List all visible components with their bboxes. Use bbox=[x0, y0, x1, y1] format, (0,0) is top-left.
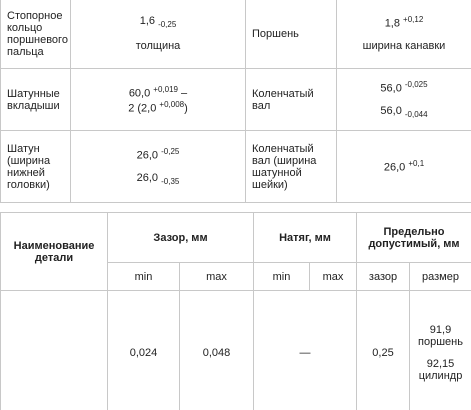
subheader-gap-max: max bbox=[180, 263, 254, 291]
header-interference: Натяг, мм bbox=[254, 213, 357, 263]
tolerance-lower: -0,044 bbox=[404, 109, 428, 119]
part-name-cell: Шатунные вкладыши bbox=[1, 69, 71, 131]
subheader-limit-gap: зазор bbox=[357, 263, 410, 291]
dimension-caption: толщина bbox=[135, 39, 181, 52]
piston-size-value: 91,9 bbox=[429, 324, 452, 336]
dimension-cell bbox=[337, 0, 471, 69]
subheader-gap-min: min bbox=[108, 263, 180, 291]
tolerance-upper: +0,12 bbox=[403, 15, 424, 25]
dimension-value: 60,0 bbox=[128, 87, 151, 100]
mating-part-cell: Коленчатый вал (ширина шатунной шейки) bbox=[246, 131, 337, 203]
interference-value: — bbox=[299, 347, 311, 359]
subheader-int-max: max bbox=[310, 263, 357, 291]
dimension-cell bbox=[337, 131, 471, 203]
dimension-value: 56,0 bbox=[380, 104, 402, 117]
dimension-cell bbox=[337, 69, 471, 131]
table-row bbox=[1, 69, 471, 131]
mating-part-cell: Поршень bbox=[246, 0, 337, 69]
tolerance-upper: -0,25 bbox=[161, 147, 180, 157]
tolerance-upper: +0,019 bbox=[153, 84, 178, 94]
cylinder-size-value: 92,15 bbox=[426, 358, 455, 370]
dimension-tail: – bbox=[178, 87, 188, 100]
header-gap: Зазор, мм bbox=[108, 213, 254, 263]
table-row bbox=[1, 131, 471, 203]
dimension-cell bbox=[71, 131, 246, 203]
tolerance-lower: -0,25 bbox=[158, 20, 177, 30]
gap-min-value: 0,024 bbox=[129, 347, 158, 359]
dimension-cell bbox=[71, 0, 246, 69]
tolerance-upper: +0,1 bbox=[408, 159, 425, 169]
dimension-value: 56,0 bbox=[380, 82, 402, 95]
dimension-value: 26,0 bbox=[136, 171, 159, 184]
part-name-cell: Стопорное кольцо поршневого пальца bbox=[1, 0, 71, 69]
dimension-value: 1,6 bbox=[139, 15, 155, 28]
table-row bbox=[1, 291, 471, 410]
dimensions-table bbox=[0, 0, 471, 203]
part-name-cell bbox=[1, 291, 108, 410]
dimension-value: 1,8 bbox=[384, 17, 400, 30]
tolerance-lower: -0,35 bbox=[161, 176, 180, 186]
gap-min-cell bbox=[108, 291, 180, 410]
tolerance-upper: -0,025 bbox=[404, 80, 428, 90]
tolerance-upper: +0,008 bbox=[159, 99, 185, 109]
part-name-cell: Шатун (ширина нижней головки) bbox=[1, 131, 71, 203]
header-row bbox=[1, 213, 471, 263]
clearance-table bbox=[0, 212, 471, 410]
gap-max-value: 0,048 bbox=[202, 347, 231, 359]
header-name: Наименование детали bbox=[1, 213, 108, 291]
dimension-cell bbox=[71, 69, 246, 131]
subheader-int-min: min bbox=[254, 263, 310, 291]
limit-size-cell bbox=[410, 291, 471, 410]
interference-cell bbox=[254, 291, 357, 410]
piston-size-label: поршень bbox=[418, 336, 463, 348]
gap-max-cell bbox=[180, 291, 254, 410]
limit-gap-cell bbox=[357, 291, 410, 410]
dimension-caption: ширина канавки bbox=[362, 39, 446, 52]
dimension-tail: ) bbox=[184, 102, 188, 115]
dimension-value: 26,0 bbox=[383, 161, 406, 174]
limit-gap-value: 0,25 bbox=[372, 347, 394, 359]
cylinder-size-label: цилиндр bbox=[418, 370, 463, 382]
mating-part-cell: Коленчатый вал bbox=[246, 69, 337, 131]
table-row bbox=[1, 0, 471, 69]
dimension-value: 26,0 bbox=[136, 149, 159, 162]
header-limit: Предельно допустимый, мм bbox=[357, 213, 471, 263]
subheader-limit-size: размер bbox=[410, 263, 471, 291]
dimension-value: 2 (2,0 bbox=[128, 102, 157, 115]
